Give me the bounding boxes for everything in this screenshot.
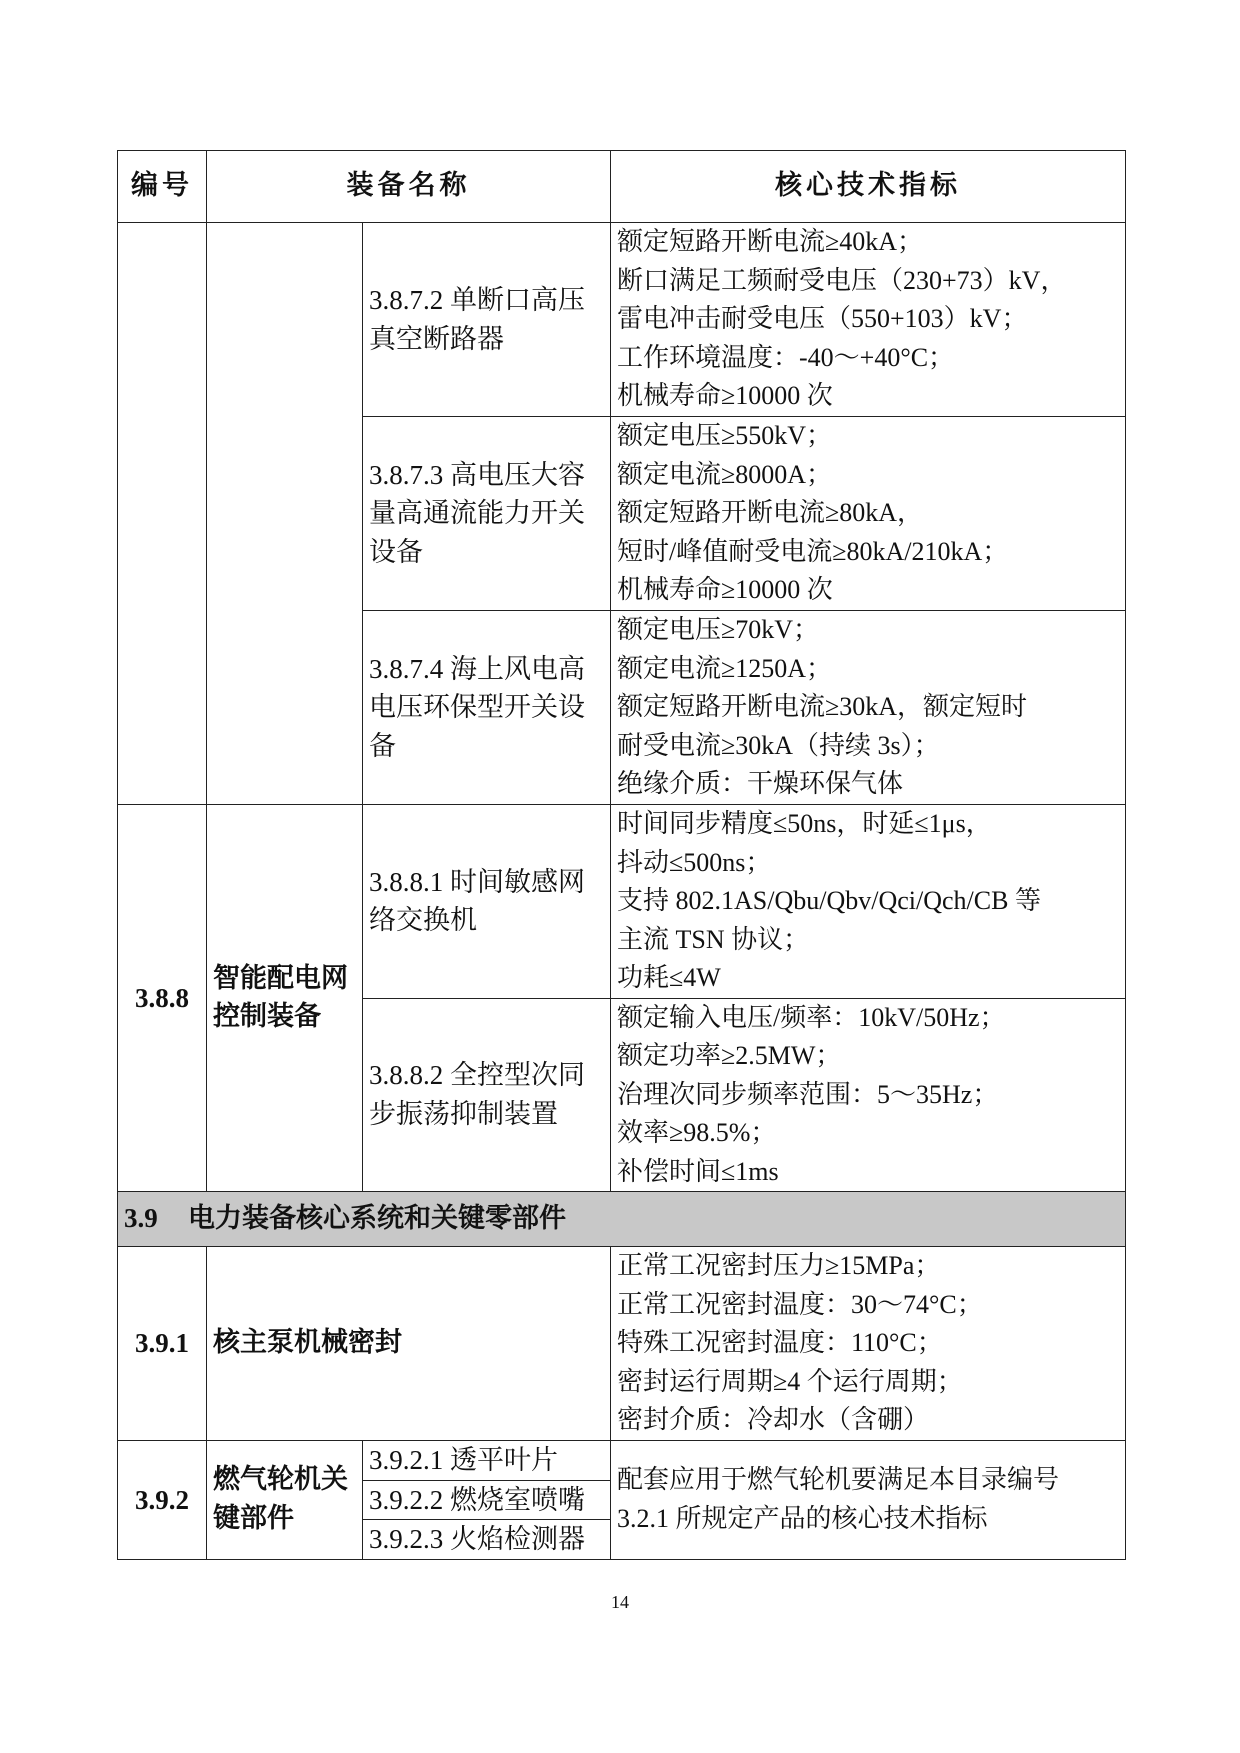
spec-line: 补偿时间≤1ms (617, 1156, 779, 1186)
spec-line: 3.2.1 所规定产品的核心技术指标 (617, 1503, 988, 1533)
sub-item-3-8-7-3: 3.8.7.3 高电压大容量高通流能力开关设备 (363, 417, 611, 611)
spec-cell (611, 417, 1126, 611)
sub-item-3-9-2-2: 3.9.2.2 燃烧室喷嘴 (363, 1480, 611, 1520)
spec-line: 时间同步精度≤50ns，时延≤1μs， (617, 809, 992, 838)
name-cell-empty (207, 223, 363, 805)
spec-line: 抖动≤500ns； (617, 847, 772, 877)
section-row-3-9 (118, 1192, 1126, 1247)
spec-line: 效率≥98.5%； (617, 1118, 777, 1147)
spec-cell (611, 998, 1126, 1192)
item-code-3-9-2: 3.9.2 (118, 1441, 207, 1560)
spec-line: 断口满足工频耐受电压（230+73）kV， (617, 265, 1067, 295)
spec-line: 机械寿命≥10000 次 (617, 575, 833, 605)
spec-cell (611, 805, 1126, 999)
sub-item-3-8-7-2: 3.8.7.2 单断口高压真空断路器 (363, 223, 611, 417)
spec-line: 正常工况密封温度：30～74°C； (617, 1289, 983, 1319)
spec-line: 正常工况密封压力≥15MPa； (617, 1251, 941, 1281)
spec-line: 治理次同步频率范围：5～35Hz； (617, 1079, 999, 1109)
spec-line: 额定短路开断电流≥30kA，额定短时 (617, 692, 1028, 722)
spec-line: 支持 802.1AS/Qbu/Qbv/Qci/Qch/CB 等 (617, 886, 1041, 915)
table-header-row (118, 151, 1126, 223)
table-row (118, 1247, 1126, 1441)
item-code-3-8-8: 3.8.8 (118, 805, 207, 1192)
spec-line: 短时/峰值耐受电流≥80kA/210kA； (617, 536, 1009, 566)
spec-cell (611, 1441, 1126, 1560)
sub-item-3-8-7-4: 3.8.7.4 海上风电高电压环保型开关设备 (363, 611, 611, 805)
spec-line: 耐受电流≥30kA（持续 3s）； (617, 730, 940, 760)
header-code: 编号 (118, 151, 207, 223)
sub-item-3-9-2-1: 3.9.2.1 透平叶片 (363, 1441, 611, 1481)
equipment-table (117, 150, 1126, 1560)
header-spec: 核心技术指标 (611, 151, 1126, 223)
spec-line: 额定功率≥2.5MW； (617, 1041, 842, 1070)
code-cell-empty (118, 223, 207, 805)
item-name-3-9-1: 核主泵机械密封 (207, 1247, 611, 1441)
spec-line: 雷电冲击耐受电压（550+103）kV； (617, 304, 1028, 334)
sub-item-3-9-2-3: 3.9.2.3 火焰检测器 (363, 1520, 611, 1560)
item-code-3-9-1: 3.9.1 (118, 1247, 207, 1441)
table-row (118, 223, 1126, 417)
spec-line: 额定电压≥70kV； (617, 615, 820, 645)
header-name: 装备名称 (207, 151, 611, 223)
section-title (118, 1192, 1126, 1247)
spec-line: 额定电压≥550kV； (617, 421, 833, 451)
spec-cell (611, 611, 1126, 805)
section-label: 电力装备核心系统和关键零部件 (188, 1203, 566, 1235)
spec-line: 工作环境温度：-40～+40°C； (617, 342, 955, 372)
table-row (118, 1441, 1126, 1481)
spec-line: 绝缘介质：干燥环保气体 (617, 769, 904, 799)
item-name-3-8-8: 智能配电网控制装备 (207, 805, 363, 1192)
spec-line: 配套应用于燃气轮机要满足本目录编号 (617, 1465, 1060, 1495)
spec-cell (611, 223, 1126, 417)
table-row (118, 805, 1126, 999)
spec-line: 功耗≤4W (617, 963, 721, 992)
sub-item-3-8-8-2: 3.8.8.2 全控型次同步振荡抑制装置 (363, 998, 611, 1192)
page-number: 14 (611, 1592, 629, 1612)
spec-line: 密封运行周期≥4 个运行周期； (617, 1366, 963, 1396)
spec-line: 额定输入电压/频率：10kV/50Hz； (617, 1002, 1006, 1032)
sub-item-3-8-8-1: 3.8.8.1 时间敏感网络交换机 (363, 805, 611, 999)
spec-line: 额定电流≥1250A； (617, 653, 833, 683)
section-code: 3.9 (124, 1203, 158, 1234)
item-name-3-9-2: 燃气轮机关键部件 (207, 1441, 363, 1560)
spec-line: 额定电流≥8000A； (617, 459, 833, 489)
spec-line: 密封介质：冷却水（含硼） (617, 1405, 930, 1435)
spec-line: 额定短路开断电流≥40kA； (617, 227, 924, 257)
spec-line: 额定短路开断电流≥80kA， (617, 498, 924, 528)
spec-cell (611, 1247, 1126, 1441)
spec-line: 特殊工况密封温度：110°C； (617, 1328, 943, 1358)
spec-line: 机械寿命≥10000 次 (617, 381, 833, 411)
spec-line: 主流 TSN 协议； (617, 924, 810, 954)
